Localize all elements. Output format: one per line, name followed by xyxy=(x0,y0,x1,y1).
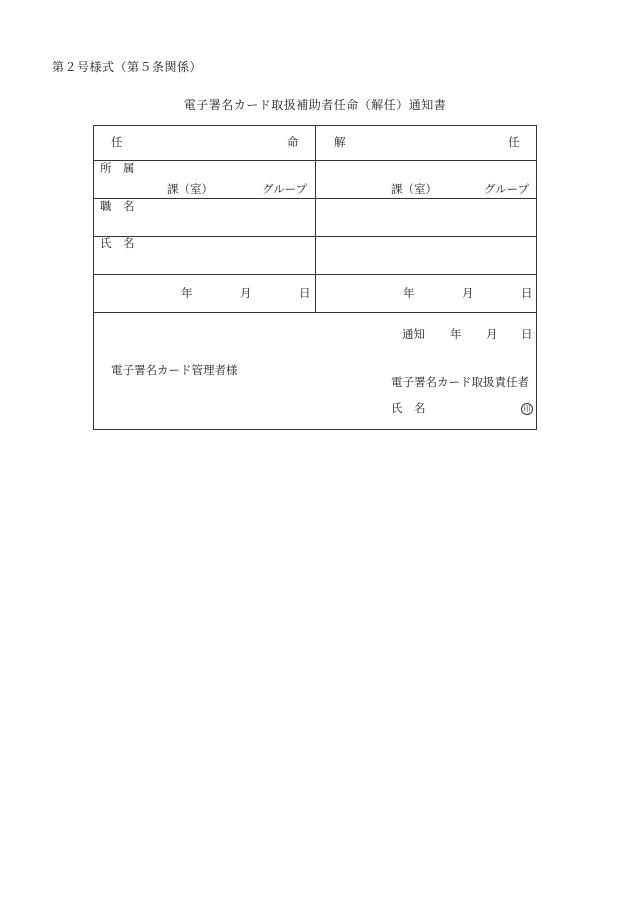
notification-form-table xyxy=(93,125,537,430)
notice-label: 通知 xyxy=(402,327,425,341)
seal-mark-icon: 印 xyxy=(521,403,533,415)
sender-title: 電子署名カード取扱責任者 xyxy=(391,375,529,389)
position-label: 職 名 xyxy=(100,199,135,213)
row-divider-date xyxy=(94,312,536,313)
dismiss-group-label: グループ xyxy=(484,182,530,196)
column-divider xyxy=(315,126,316,312)
addressee: 電子署名カード管理者様 xyxy=(111,363,238,377)
notice-day: 日 xyxy=(521,327,533,341)
appoint-header-char1: 任 xyxy=(111,135,123,149)
dismiss-date-month: 月 xyxy=(462,286,474,300)
sender-name-label: 氏 名 xyxy=(391,401,426,415)
notice-month: 月 xyxy=(486,327,498,341)
dismiss-date-year: 年 xyxy=(403,286,415,300)
appoint-group-label: グループ xyxy=(262,182,308,196)
document-title: 電子署名カード取扱補助者任命（解任）通知書 xyxy=(183,98,447,112)
dismiss-section-label: 課（室） xyxy=(391,182,437,196)
appoint-section-label: 課（室） xyxy=(167,182,213,196)
notice-year: 年 xyxy=(450,327,462,341)
name-label: 氏 名 xyxy=(100,236,135,250)
appoint-date-year: 年 xyxy=(181,286,193,300)
appoint-date-day: 日 xyxy=(299,286,311,300)
dismiss-date-day: 日 xyxy=(521,286,533,300)
dismiss-header-char1: 解 xyxy=(334,135,346,149)
appoint-date-month: 月 xyxy=(240,286,252,300)
dismiss-header-char2: 任 xyxy=(508,135,520,149)
appoint-header-char2: 命 xyxy=(287,135,299,149)
form-number: 第２号様式（第５条関係） xyxy=(52,60,203,74)
affiliation-label: 所 属 xyxy=(100,161,135,175)
